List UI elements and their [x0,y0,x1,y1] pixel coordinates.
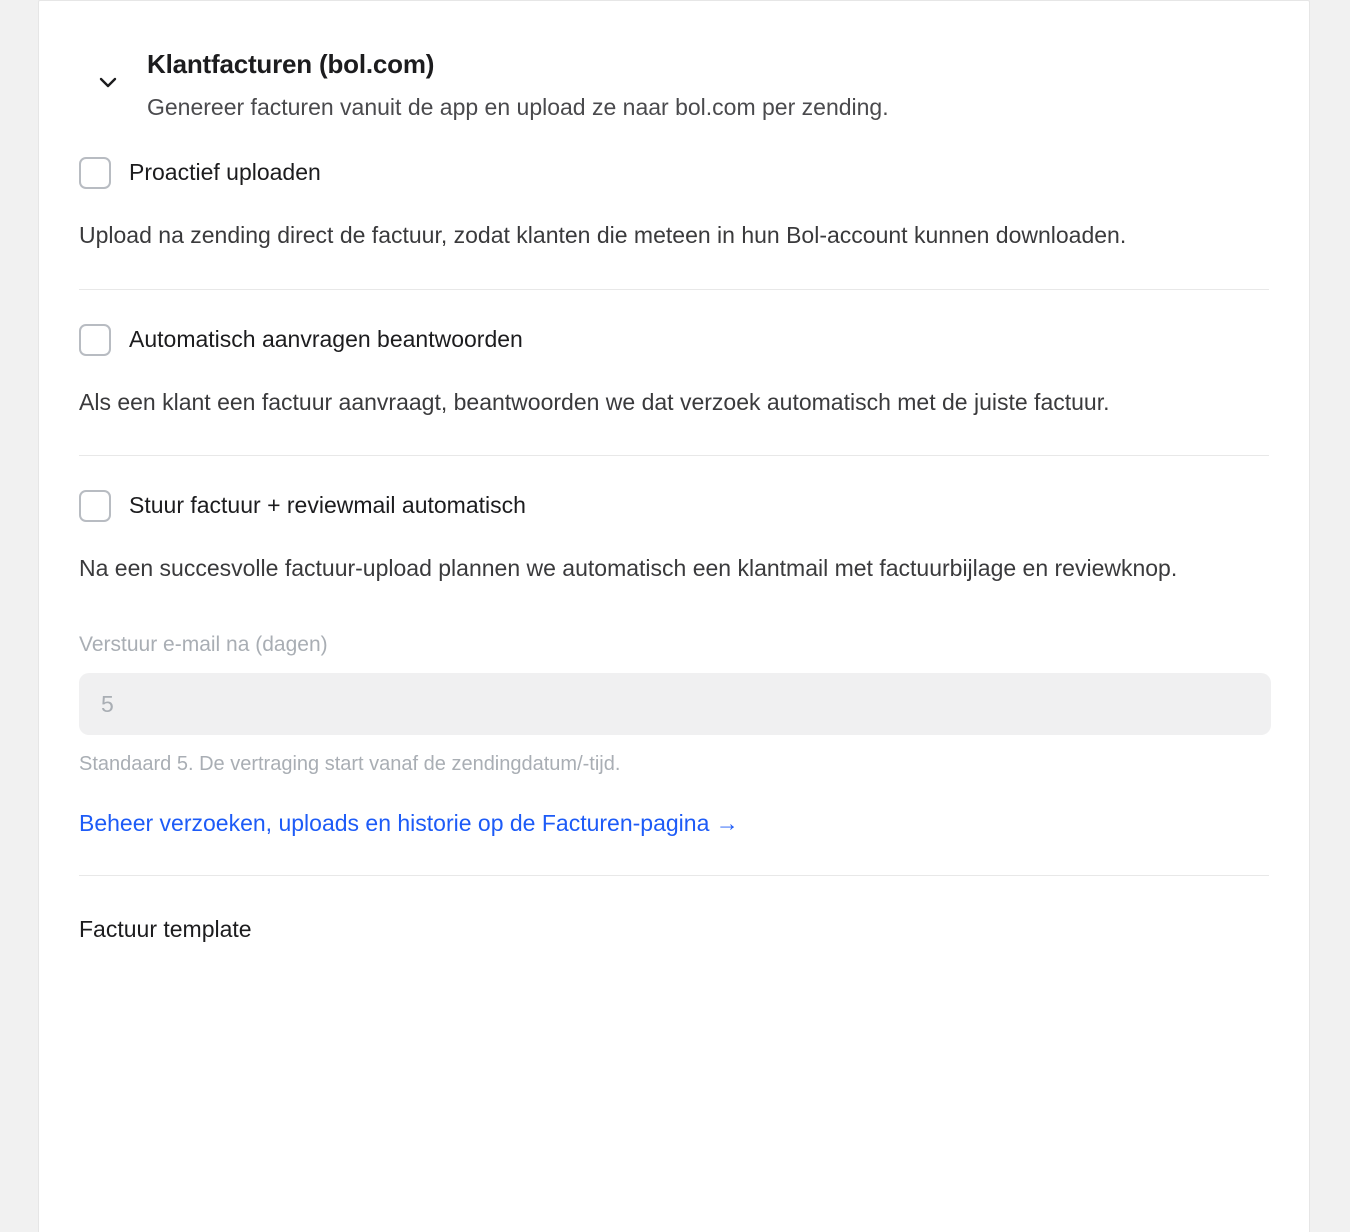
settings-card [38,0,1310,1232]
email-delay-days-input[interactable] [79,673,1271,735]
divider [79,875,1269,876]
section-header [39,1,1309,123]
checkbox-automatisch-aanvragen-beantwoorden[interactable] [79,324,111,356]
option-row [79,324,1269,356]
delay-field-help: Standaard 5. De vertraging start vanaf de zendingdatum/-tijd. [79,753,621,776]
invoice-template-label: Factuur template [79,916,252,943]
checkbox-stuur-factuur-reviewmail[interactable] [79,490,111,522]
option-label: Stuur factuur + reviewmail automatisch [129,492,526,519]
section-subtitle: Genereer facturen vanuit de app en upload ze naar bol.com per zending. [147,94,889,121]
option-label: Automatisch aanvragen beantwoorden [129,325,523,352]
delay-field-label: Verstuur e-mail na (dagen) [79,633,328,657]
chevron-down-icon[interactable] [91,65,125,99]
section-header-text [147,49,889,123]
invoices-page-link-row [79,810,1269,837]
option-proactive-upload [79,123,1269,252]
option-description: Na een succesvolle factuur-upload plannen we automatisch een klantmail met factuurbijlage en reviewknop. [79,554,1178,581]
option-label: Proactief uploaden [129,159,321,186]
page-title: Klantfacturen (bol.com) [147,49,435,79]
settings-body [39,123,1309,943]
option-row [79,490,1269,522]
option-row [79,157,1269,189]
checkbox-proactief-uploaden[interactable] [79,157,111,189]
option-description: Upload na zending direct de factuur, zodat klanten die meteen in hun Bol-account kunnen downloaden. [79,222,1127,249]
option-auto-invoice-reviewmail [79,456,1269,837]
manage-invoices-link[interactable]: Beheer verzoeken, uploads en historie op de Facturen-pagina → [79,810,739,837]
option-description: Als een klant een factuur aanvraagt, beantwoorden we dat verzoek automatisch met de juiste factuur. [79,388,1110,415]
option-auto-answer-requests [79,290,1269,419]
